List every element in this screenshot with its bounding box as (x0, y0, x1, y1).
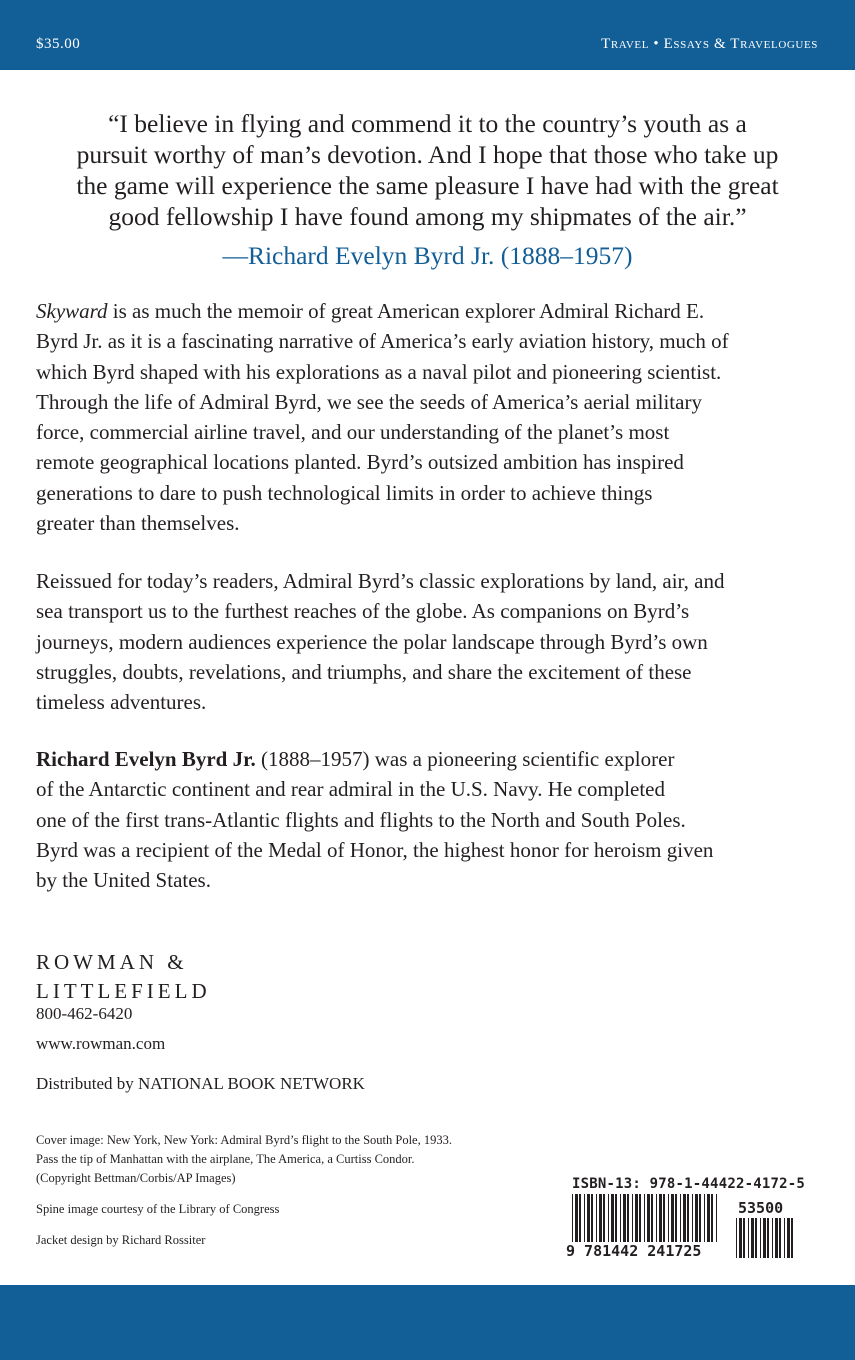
bottom-color-band (0, 1285, 855, 1360)
barcode-bar (763, 1218, 766, 1258)
jacket-credit: Jacket design by Richard Rossiter (36, 1233, 206, 1247)
price-label: $35.00 (36, 36, 81, 52)
barcode-digits: 9 781442 241725 (566, 1242, 702, 1260)
barcode-bar (739, 1218, 742, 1258)
barcode-bar (755, 1218, 757, 1258)
barcode-bar (787, 1218, 790, 1258)
publisher-phone: 800-462-6420 (36, 1004, 133, 1023)
barcode-bar (791, 1218, 793, 1258)
publisher-website: www.rowman.com (36, 1034, 166, 1053)
spine-credit: Spine image courtesy of the Library of Congress (36, 1202, 280, 1216)
quote-line: “I believe in flying and commend it to the country’s youth as a (108, 109, 747, 138)
barcode-bars-addon (736, 1218, 793, 1258)
distributor-note: Distributed by NATIONAL BOOK NETWORK (36, 1074, 365, 1093)
publisher-name-line-2: LITTLEFIELD (36, 979, 211, 1003)
barcode-bar (772, 1218, 773, 1258)
author-name: Richard Evelyn Byrd Jr. (36, 747, 256, 771)
barcode-bar (760, 1218, 761, 1258)
barcode-bar (767, 1218, 769, 1258)
image-credits (36, 1131, 556, 1262)
publisher-name-line-1: ROWMAN & (36, 950, 188, 974)
description-paragraph-2: Reissued for today’s readers, Admiral Byrd’s classic explorations by land, air, and sea transport us to the furthest reaches of the globe. As companions on Byrd’s journeys, modern audiences experience the polar landscape through Byrd’s own struggles, doubts, revelations, and triumphs, and share the excitement of these timeless adventures. (36, 569, 725, 715)
quote-attribution: —Richard Evelyn Byrd Jr. (1888–1957) (222, 241, 633, 270)
barcode-bar (779, 1218, 781, 1258)
category-label: Travel • Essays & Travelogues (601, 36, 818, 52)
barcode-bar (784, 1218, 785, 1258)
epigraph-quote (30, 108, 825, 232)
author-bio: Richard Evelyn Byrd Jr. (1888–1957) was a pioneering scientific explorer of the Antarctic continent and rear admiral in the U.S. Navy. He completed one of the first trans-Atlantic flights and flights to the North and South Poles. Byrd was a recipient of the Medal of Honor, the highest honor for heroism given by the United States. (36, 747, 714, 893)
addon-digits: 53500 (738, 1199, 784, 1217)
barcode-bar (751, 1218, 754, 1258)
publisher-logo (36, 948, 211, 1006)
barcode-graphic (564, 1176, 808, 1264)
isbn-number: ISBN-13: 978-1-44422-4172-5 (572, 1176, 805, 1192)
quote-line: good fellowship I have found among my shipmates of the air.” (108, 202, 747, 231)
cover-credit: Cover image: New York, New York: Admiral Byrd’s flight to the South Pole, 1933. Pass the tip of Manhattan with the airplane, The America, a Curtiss Condor. (Copyright Bettman/Corbis/AP Images) (36, 1133, 452, 1185)
top-color-band (0, 0, 855, 70)
book-title: Skyward (36, 299, 108, 323)
barcode-bar (736, 1218, 737, 1258)
description-paragraph-1: Skyward is as much the memoir of great American explorer Admiral Richard E. Byrd Jr. as it is a fascinating narrative of America’s early aviation history, much of which Byrd shaped with his explorations as a naval pilot and pioneering scientist. Through the life of Admiral Byrd, we see the seeds of America’s aerial military force, commercial airline travel, and our understanding of the planet’s most remote geographical locations planted. Byrd’s outsized ambition has inspired generations to dare to push technological limits in order to achieve things greater than themselves. (36, 299, 729, 536)
barcode-bar (743, 1218, 745, 1258)
quote-line: pursuit worthy of man’s devotion. And I hope that those who take up (76, 140, 779, 169)
isbn-barcode (564, 1176, 808, 1264)
quote-line: the game will experience the same pleasure I have had with the great (76, 171, 779, 200)
barcode-bar (775, 1218, 778, 1258)
barcode-bar (748, 1218, 749, 1258)
